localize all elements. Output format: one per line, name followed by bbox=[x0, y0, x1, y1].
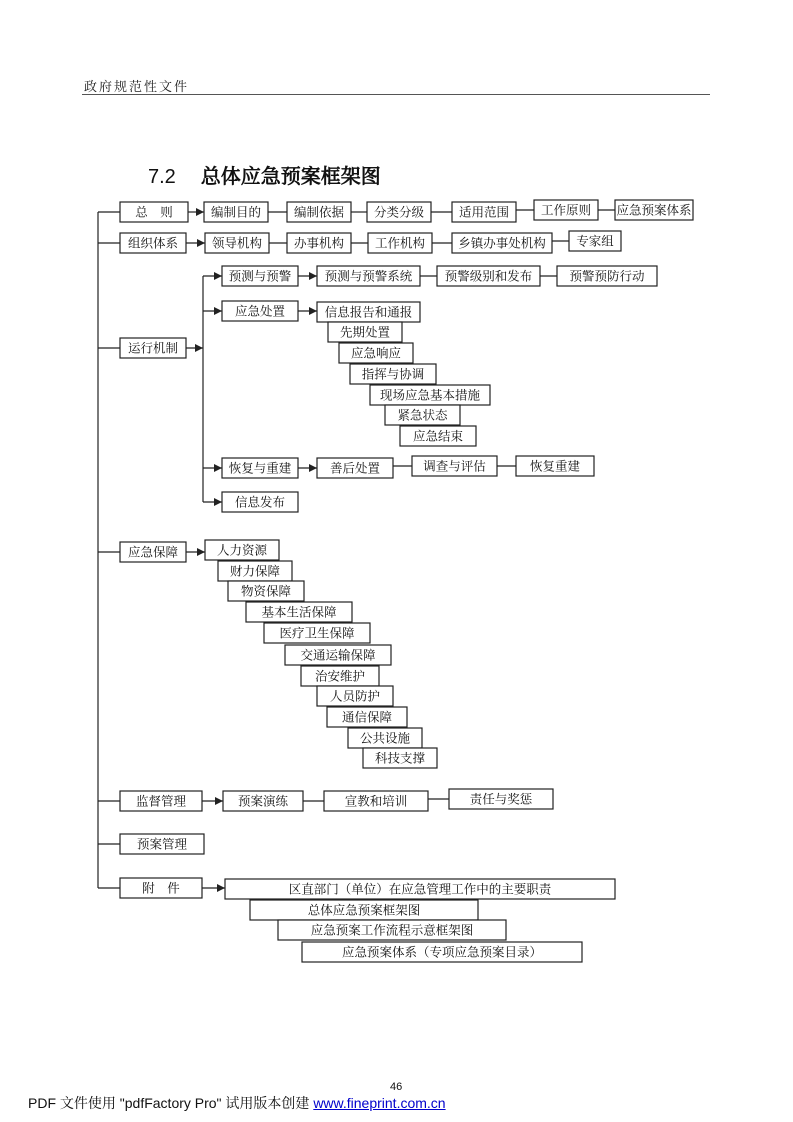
page-number: 46 bbox=[390, 1081, 403, 1093]
node-yuan-tixi bbox=[615, 200, 693, 220]
node-label: 医疗卫生保障 bbox=[279, 625, 355, 641]
node-xinxi-fabu bbox=[222, 492, 298, 512]
node-fujian4 bbox=[302, 942, 582, 962]
node-label: 恢复与重建 bbox=[228, 460, 292, 476]
node-zuzhi-tixi bbox=[120, 233, 186, 253]
sub-branch-arrow bbox=[214, 498, 222, 506]
node-label: 治安维护 bbox=[314, 668, 366, 684]
chain-arrow bbox=[309, 307, 317, 315]
node-fenlei-fenji bbox=[367, 202, 431, 222]
node-banshi-jigou bbox=[287, 233, 351, 253]
node-huifu-chongjian2 bbox=[516, 456, 594, 476]
node-label: 工作原则 bbox=[540, 202, 592, 218]
node-fujian2 bbox=[250, 900, 478, 920]
chain-arrow bbox=[309, 272, 317, 280]
section-number: 7.2 bbox=[148, 166, 176, 188]
chain-arrow bbox=[197, 239, 205, 247]
node-yunxing-jizhi bbox=[120, 338, 186, 358]
node-label: 财力保障 bbox=[229, 563, 281, 579]
node-label: 预警级别和发布 bbox=[444, 268, 533, 284]
footer-text: PDF 文件使用 "pdfFactory Pro" 试用版本创建 bbox=[28, 1095, 314, 1111]
node-yujing-yufang bbox=[557, 266, 657, 286]
node-label: 编制目的 bbox=[210, 204, 262, 220]
node-yingji-jieshu bbox=[400, 426, 476, 446]
node-label: 适用范围 bbox=[458, 204, 510, 220]
node-label: 通信保障 bbox=[341, 709, 393, 725]
node-label: 预案管理 bbox=[136, 836, 188, 852]
node-label: 指挥与协调 bbox=[361, 366, 425, 382]
node-renli-ziyuan bbox=[205, 540, 279, 560]
branch-arrow bbox=[195, 344, 203, 352]
node-jiaotong-yunshu bbox=[285, 645, 391, 665]
node-yingji-baozhang bbox=[120, 542, 186, 562]
node-label: 公共设施 bbox=[359, 730, 411, 746]
node-label: 办事机构 bbox=[293, 235, 345, 251]
node-renyuan-fanghu bbox=[317, 686, 393, 706]
node-label: 预案演练 bbox=[237, 793, 289, 809]
node-label: 应急处置 bbox=[234, 303, 286, 319]
page-header-text: 政府规范性文件 bbox=[84, 80, 190, 95]
node-shanhou-chuzhi bbox=[317, 458, 393, 478]
node-label: 先期处置 bbox=[339, 324, 391, 340]
node-label: 专家组 bbox=[576, 233, 614, 249]
sub-branch-arrow bbox=[214, 464, 222, 472]
node-gongzuo-jigou bbox=[368, 233, 432, 253]
node-yingji-chuzhi bbox=[222, 301, 298, 321]
node-jiben-shenghuo bbox=[246, 602, 352, 622]
node-label: 应急响应 bbox=[350, 345, 402, 361]
chain-arrow bbox=[309, 464, 317, 472]
node-label: 分类分级 bbox=[373, 204, 425, 220]
node-label: 现场应急基本措施 bbox=[379, 387, 481, 403]
node-label: 应急结束 bbox=[412, 428, 464, 444]
branch-arrow bbox=[197, 548, 205, 556]
node-yuce-yujing bbox=[222, 266, 298, 286]
node-xianchang-cuoshi bbox=[370, 385, 490, 405]
node-label: 运行机制 bbox=[127, 340, 179, 356]
node-jiandu-guanli bbox=[120, 791, 202, 811]
node-gonggong-sheshi bbox=[348, 728, 422, 748]
node-label: 预警预防行动 bbox=[569, 268, 645, 284]
node-label: 调查与评估 bbox=[423, 458, 486, 474]
chain-arrow bbox=[196, 208, 204, 216]
node-zongze bbox=[120, 202, 188, 222]
node-label: 恢复重建 bbox=[529, 458, 581, 474]
node-yuce-yujing-xitong bbox=[317, 266, 420, 286]
node-label: 人力资源 bbox=[216, 542, 268, 558]
node-label: 预测与预警 bbox=[228, 268, 292, 284]
node-label: 基本生活保障 bbox=[261, 604, 337, 620]
node-label: 信息报告和通报 bbox=[324, 304, 413, 320]
node-yujing-jibie bbox=[437, 266, 540, 286]
node-boxes bbox=[120, 200, 693, 962]
node-label: 善后处置 bbox=[329, 460, 381, 476]
node-diaocha-pinggu bbox=[412, 456, 497, 476]
node-yingji-xiangying bbox=[339, 343, 413, 363]
node-label: 监督管理 bbox=[135, 793, 187, 809]
sub-branch-arrow bbox=[214, 307, 222, 315]
sub-branch-arrow bbox=[214, 272, 222, 280]
node-shiyong-fanwei bbox=[452, 202, 516, 222]
footer bbox=[28, 1093, 446, 1113]
node-fujian bbox=[120, 878, 202, 898]
node-label: 交通运输保障 bbox=[300, 647, 376, 663]
node-bianzhi-mudi bbox=[204, 202, 268, 222]
node-label: 物资保障 bbox=[240, 583, 292, 599]
node-xianqi-chuzhi bbox=[328, 322, 402, 342]
node-label: 宣教和培训 bbox=[344, 793, 408, 809]
node-xiangzhen-banshichu bbox=[452, 233, 552, 253]
node-label: 总体应急预案框架图 bbox=[307, 902, 421, 918]
section-title: 总体应急预案框架图 bbox=[200, 164, 381, 188]
node-yuan-yanlian bbox=[223, 791, 303, 811]
node-zhihui-xietiao bbox=[350, 364, 436, 384]
node-tongxin-baozhang bbox=[327, 707, 407, 727]
node-label: 工作机构 bbox=[374, 235, 426, 251]
node-gongzuo-yuanze bbox=[534, 200, 598, 220]
node-wuzi-baozhang bbox=[228, 581, 304, 601]
node-fujian1 bbox=[225, 879, 615, 899]
node-xuanjiao-peixun bbox=[324, 791, 428, 811]
node-huifu-chongjian bbox=[222, 458, 298, 478]
node-label: 责任与奖惩 bbox=[469, 791, 533, 807]
node-bianzhi-yiju bbox=[287, 202, 351, 222]
branch-arrow bbox=[217, 884, 225, 892]
node-yiliao-weisheng bbox=[264, 623, 370, 643]
node-label: 总 则 bbox=[135, 204, 173, 220]
node-label: 预测与预警系统 bbox=[324, 268, 413, 284]
node-label: 人员防护 bbox=[329, 688, 381, 704]
node-lingdao-jigou bbox=[205, 233, 269, 253]
node-label: 附 件 bbox=[142, 880, 180, 896]
node-keji-zhicheng bbox=[363, 748, 437, 768]
node-label: 应急预案工作流程示意框架图 bbox=[310, 922, 474, 938]
node-caili-baozhang bbox=[218, 561, 292, 581]
node-label: 科技支撑 bbox=[374, 750, 426, 766]
node-label: 区直部门（单位）在应急管理工作中的主要职责 bbox=[288, 881, 552, 897]
node-jinji-zhuangtai bbox=[385, 405, 460, 425]
node-zhian-weihu bbox=[301, 666, 379, 686]
node-yuan-guanli bbox=[120, 834, 204, 854]
node-label: 应急预案体系（专项应急预案目录） bbox=[341, 944, 543, 960]
node-label: 应急预案体系 bbox=[616, 202, 692, 218]
node-label: 乡镇办事处机构 bbox=[458, 235, 546, 251]
node-label: 紧急状态 bbox=[397, 407, 448, 423]
footer-link[interactable]: www.fineprint.com.cn bbox=[313, 1095, 446, 1111]
node-label: 编制依据 bbox=[293, 204, 345, 220]
node-label: 信息发布 bbox=[234, 494, 286, 510]
node-label: 领导机构 bbox=[211, 235, 263, 251]
node-fujian3 bbox=[278, 920, 506, 940]
node-zeren-jiangcheng bbox=[449, 789, 553, 809]
node-xinxi-baogao bbox=[317, 302, 420, 322]
node-zhuanjia-zu bbox=[569, 231, 621, 251]
node-label: 组织体系 bbox=[127, 235, 179, 251]
chain-arrow bbox=[215, 797, 223, 805]
node-label: 应急保障 bbox=[127, 544, 179, 560]
